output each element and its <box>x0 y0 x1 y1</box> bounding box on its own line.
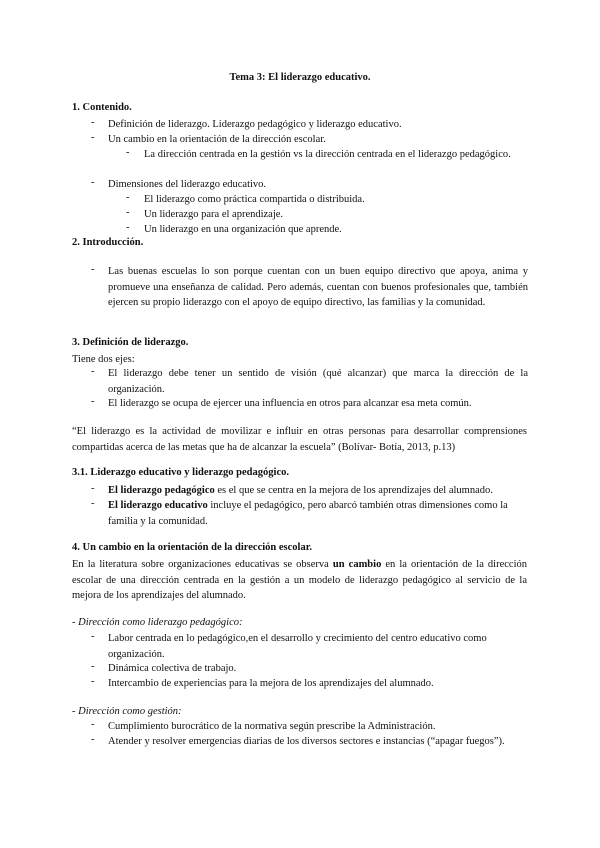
list-item: El liderazgo debe tener un sentido de visión (qué alcanzar) que marca la dirección de la organización. <box>108 368 528 395</box>
item-text: incluye el pedagógico, pero abarcó también otras dimensiones como la familia y la comunidad. <box>108 500 508 527</box>
bullet-dash: - <box>91 366 95 377</box>
list-item: Un liderazgo para el aprendizaje. <box>144 209 284 220</box>
bullet-dash: - <box>126 147 130 158</box>
section-1-heading: 1. Contenido. <box>72 102 132 113</box>
list-item: Dimensiones del liderazgo educativo. <box>108 179 267 190</box>
bullet-dash: - <box>91 177 95 188</box>
list-item: Intercambio de experiencias para la mejora de los aprendizajes del alumnado. <box>108 678 434 689</box>
quote: “El liderazgo es la actividad de movilizar e influir en otras personas para desarrollar comprensiones compartidas acerca de las metas que ha de alcanzar la escuela” (Bolívar- Botía, 2013, p.13) <box>72 426 527 453</box>
bullet-dash: - <box>91 396 95 407</box>
list-item: Labor centrada en lo pedagógico,en el desarrollo y crecimiento del centro educativo como organización. <box>108 633 487 660</box>
list-item: El liderazgo se ocupa de ejercer una influencia en otros para alcanzar esa meta común. <box>108 398 472 409</box>
list-item: El liderazgo como práctica compartida o distribuida. <box>144 194 365 205</box>
section-4-heading: 4. Un cambio en la orientación de la dirección escolar. <box>72 542 313 553</box>
list-item: Las buenas escuelas lo son porque cuentan con un buen equipo directivo que apoya, anima y promueve una enseñanza de calidad. Pero además, cuentan con buenos profesionales que, también ejercen su propio liderazgo con el apoyo de equipo directivo, las familias y la comunidad. <box>108 266 528 308</box>
bullet-dash: - <box>91 483 95 494</box>
bullet-dash: - <box>91 498 95 509</box>
bold-term: El liderazgo pedagógico <box>108 485 215 496</box>
paragraph: Tiene dos ejes: <box>72 354 135 365</box>
list-item: La dirección centrada en la gestión vs la dirección centrada en el liderazgo pedagógico. <box>144 149 511 160</box>
section-2-heading: 2. Introducción. <box>72 237 144 248</box>
bullet-dash: - <box>91 734 95 745</box>
paragraph <box>72 557 527 604</box>
bold-term: un cambio <box>332 559 382 570</box>
bold-term: El liderazgo educativo <box>108 500 208 511</box>
section-3-1-heading: 3.1. Liderazgo educativo y liderazgo pedagógico. <box>72 467 289 478</box>
bullet-dash: - <box>91 661 95 672</box>
bullet-dash: - <box>91 631 95 642</box>
bullet-dash: - <box>126 192 130 203</box>
list-item <box>108 498 528 529</box>
subsection-title: - Dirección como gestión: <box>72 706 182 717</box>
list-item <box>108 483 528 499</box>
list-item: Atender y resolver emergencias diarias de los diversos sectores e instancias (“apagar fuegos”). <box>108 736 505 747</box>
bullet-dash: - <box>91 132 95 143</box>
bullet-dash: - <box>126 207 130 218</box>
list-item: Definición de liderazgo. Liderazgo pedagógico y liderazgo educativo. <box>108 119 402 130</box>
item-text: es el que se centra en la mejora de los aprendizajes del alumnado. <box>214 485 493 496</box>
list-item: Un liderazgo en una organización que aprende. <box>144 224 342 235</box>
bullet-dash: - <box>126 222 130 233</box>
bullet-dash: - <box>91 676 95 687</box>
bullet-dash: - <box>91 264 95 275</box>
list-item: Cumplimiento burocrático de la normativa según prescribe la Administración. <box>108 721 436 732</box>
section-3-heading: 3. Definición de liderazgo. <box>72 337 189 348</box>
subsection-title: - Dirección como liderazgo pedagógico: <box>72 617 243 628</box>
bullet-dash: - <box>91 719 95 730</box>
bullet-dash: - <box>91 117 95 128</box>
para-text: en la orientación de la dirección escolar de una dirección centrada en la gestión a un modelo de liderazgo pedagógico al servicio de la mejora de los aprendizajes del alumnado. <box>72 559 527 601</box>
list-item: Dinámica colectiva de trabajo. <box>108 663 237 674</box>
document-title: Tema 3: El liderazgo educativo. <box>229 72 371 83</box>
para-text: En la literatura sobre organizaciones educativas se observa <box>72 559 333 570</box>
list-item: Un cambio en la orientación de la dirección escolar. <box>108 134 326 145</box>
